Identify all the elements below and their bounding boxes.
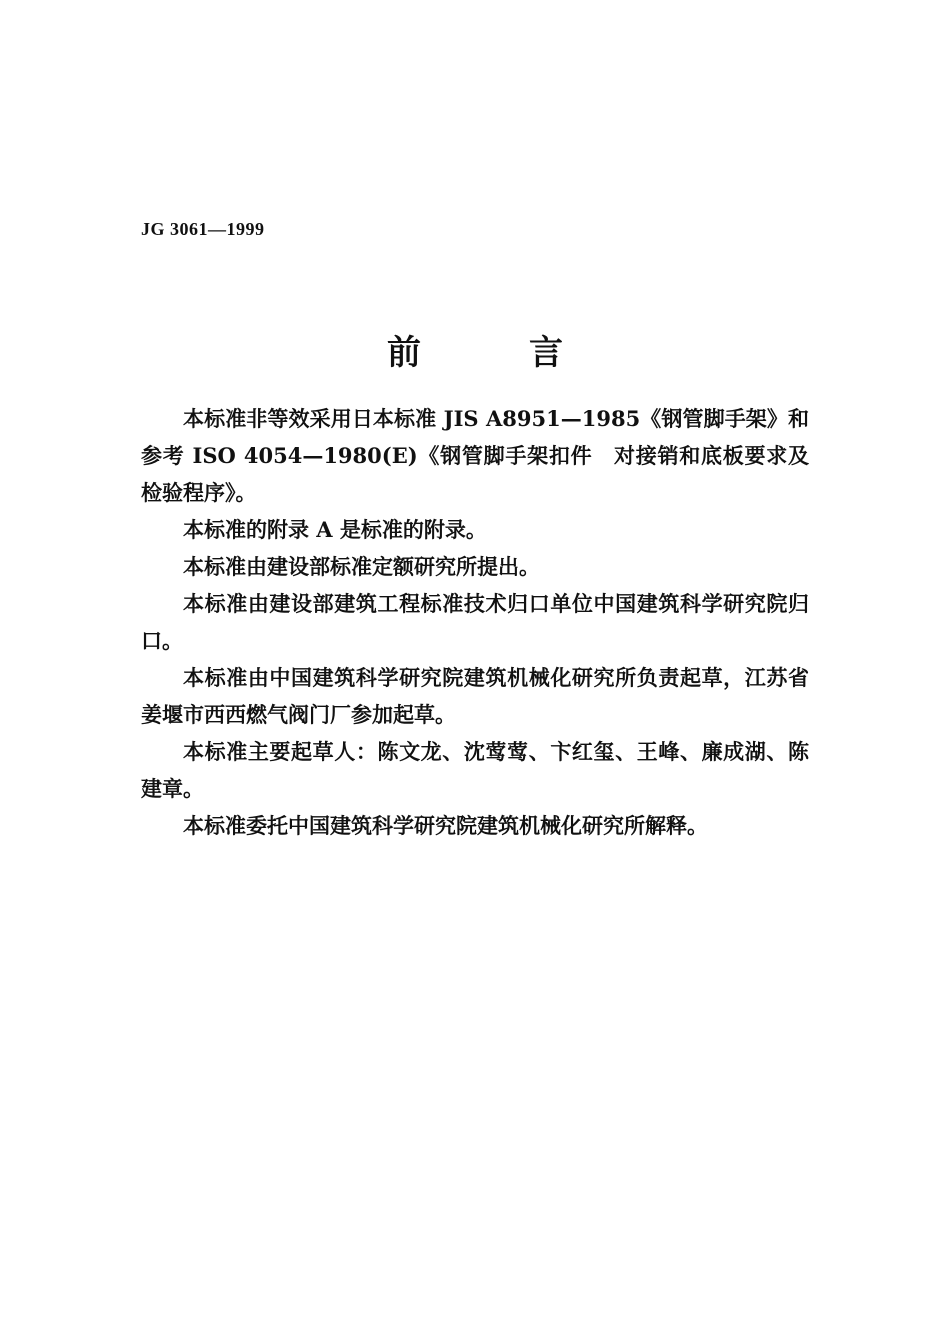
title-char-1: 前 — [387, 333, 421, 373]
paragraph-proposer: 本标准由建设部标准定额研究所提出。 — [183, 554, 540, 579]
title-char-2: 言 — [529, 333, 563, 373]
foreword-body — [141, 400, 809, 844]
paragraph-responsible-unit: 本标准由建设部建筑工程标准技术归口单位中国建筑科学研究院归口。 — [141, 591, 809, 653]
paragraph-appendix: 本标准的附录 A 是标准的附录。 — [183, 517, 487, 542]
paragraph-interpretation: 本标准委托中国建筑科学研究院建筑机械化研究所解释。 — [183, 813, 708, 838]
paragraph-drafters: 本标准主要起草人：陈文龙、沈莺莺、卞红玺、王峰、廉成湖、陈建章。 — [141, 739, 809, 801]
document-code: JG 3061—1999 — [141, 219, 265, 239]
paragraph-adoption: 本标准非等效采用日本标准 JIS A8951—1985《钢管脚手架》和参考 ISO 4054—1980(E)《钢管脚手架扣件 对接销和底板要求及检验程序》。 — [141, 406, 809, 505]
paragraph-drafting-units: 本标准由中国建筑科学研究院建筑机械化研究所负责起草，江苏省姜堰市西西燃气阀门厂参加起草。 — [141, 665, 809, 727]
section-title — [0, 325, 950, 374]
